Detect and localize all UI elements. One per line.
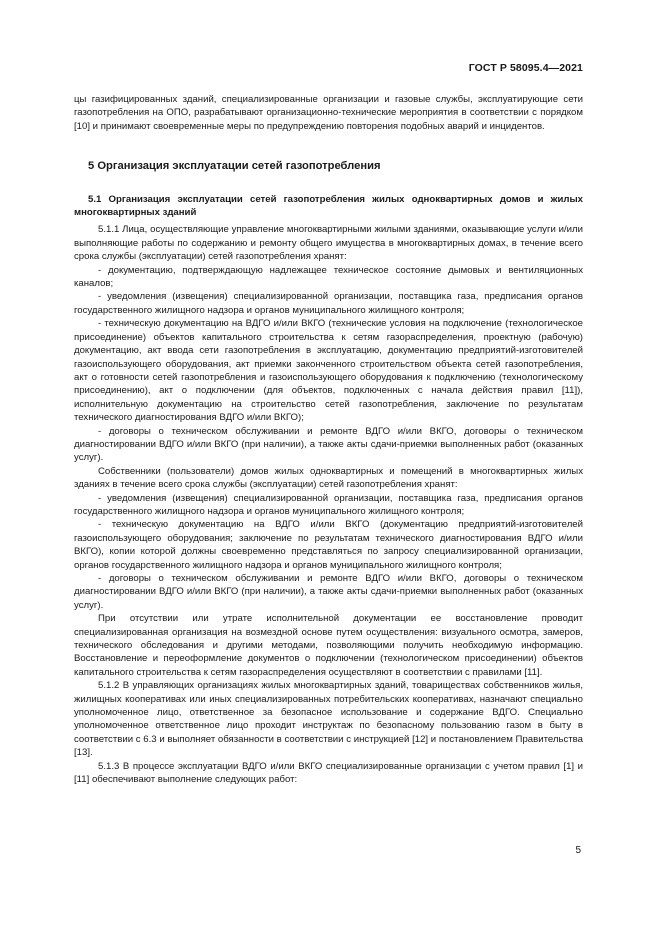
list-item: - техническую документацию на ВДГО и/или ВКГО (технические условия на подключение (технологическое присоединение) объектов капитального строительства к сетям газораспределения, проектную (рабочую) документацию, акт ввода сети газопотребления в эксплуатацию, документацию предприятий-изготовителей газоиспользующего оборудования, акт приемки законченного строительством объекта сетей газопотребления, акт о готовности сетей газопотребления и газоиспользующего оборудования к подключению (технологическому присоединению), акт о подключении (для объектов, подключенных с начала действия правил [11]), исполнительную документацию на строительство сетей газопотребления, заключение по результатам технического диагностирования ВДГО и/или ВКГО); <box>74 318 583 424</box>
page-content <box>74 93 583 787</box>
continued-paragraph: цы газифицированных зданий, специализированные организации и газовые службы, эксплуатирующие сети газопотребления на ОПО, разрабатывают организационно-технические мероприятия в соответствии с порядком [10] и принимают своевременные меры по предупреждению повторения подобных аварий и инцидентов. <box>74 94 583 132</box>
standard-header: ГОСТ Р 58095.4—2021 <box>468 62 583 74</box>
restoration-paragraph: При отсутствии или утрате исполнительной документации ее восстановление проводит специализированная организация на возмездной основе путем осуществления: визуального осмотра, замеров, технического обследования и другими методами, позволяющими получить необходимую информацию. Восстановление и переоформление документов о подключении (технологическом присоединении) объектов капитального строительства к сетям газораспределения осуществляют в соответствии с правилами [11]. <box>74 613 583 678</box>
list-item: - уведомления (извещения) специализированной организации, поставщика газа, предписания органов государственного жилищного надзора и органов муниципального жилищного контроля; <box>74 291 583 316</box>
list-item: - договоры о техническом обслуживании и ремонте ВДГО и/или ВКГО, договоры о техническом диагностировании ВДГО и/или ВКГО (при наличии), а также акты сдачи-приемки выполненных работ (оказанных услуг). <box>74 573 583 611</box>
subsection-title: 5.1 Организация эксплуатации сетей газопотребления жилых одноквартирных домов и жилых многоквартирных зданий <box>74 193 583 219</box>
owners-paragraph: Собственники (пользователи) домов жилых одноквартирных и помещений в многоквартирных жилых зданиях в течение всего срока службы (эксплуатации) сетей газопотребления хранят: <box>74 465 583 491</box>
list-item: - техническую документацию на ВДГО и/или ВКГО (документацию предприятий-изготовителей газоиспользующего оборудования; заключение по результатам технического диагностирования ВДГО и/или ВКГО), копии которой должны своевременно представляться по запросу специализированной организации, органов государственного жилищного надзора и органов муниципального жилищного контроля; <box>74 519 583 571</box>
clause-5-1-3: 5.1.3 В процессе эксплуатации ВДГО и/или ВКГО специализированные организации с учетом правил [1] и [11] обеспечивают выполнение следующих работ: <box>74 760 583 786</box>
section-title: 5 Организация эксплуатации сетей газопотребления <box>88 160 381 173</box>
clause-5-1-2: 5.1.2 В управляющих организациях жилых многоквартирных зданий, товариществах собственников жилья, жилищных кооперативах или иных специализированных потребительских кооперативах, назначают специально уполномоченное лицо, ответственное за безопасное использование и содержание ВДГО. Специально уполномоченное ответственное лицо проходит инструктаж по безопасному пользованию газом в быту в соответствии с 6.3 и выполняет обязанности в соответствии с инструкцией [12] и постановлением Правительства [13]. <box>74 680 583 759</box>
page-number: 5 <box>575 845 581 856</box>
clause-5-1-1: 5.1.1 Лица, осуществляющие управление многоквартирными жилыми зданиями, оказывающие услуги и/или выполняющие работы по содержанию и ремонту общего имущества в многоквартирных домах, в течение всего срока службы (эксплуатации) сетей газопотребления хранят: <box>74 224 583 263</box>
list-item: - документацию, подтверждающую надлежащее техническое состояние дымовых и вентиляционных каналов; <box>74 264 583 290</box>
list-item: - договоры о техническом обслуживании и ремонте ВДГО и/или ВКГО, договоры о техническом диагностировании ВДГО и/или ВКГО (при наличии), а также акты сдачи-приемки выполненных работ (оказанных услуг). <box>74 425 583 464</box>
list-item: - уведомления (извещения) специализированной организации, поставщика газа, предписания органов государственного жилищного надзора и органов муниципального жилищного контроля; <box>74 492 583 517</box>
